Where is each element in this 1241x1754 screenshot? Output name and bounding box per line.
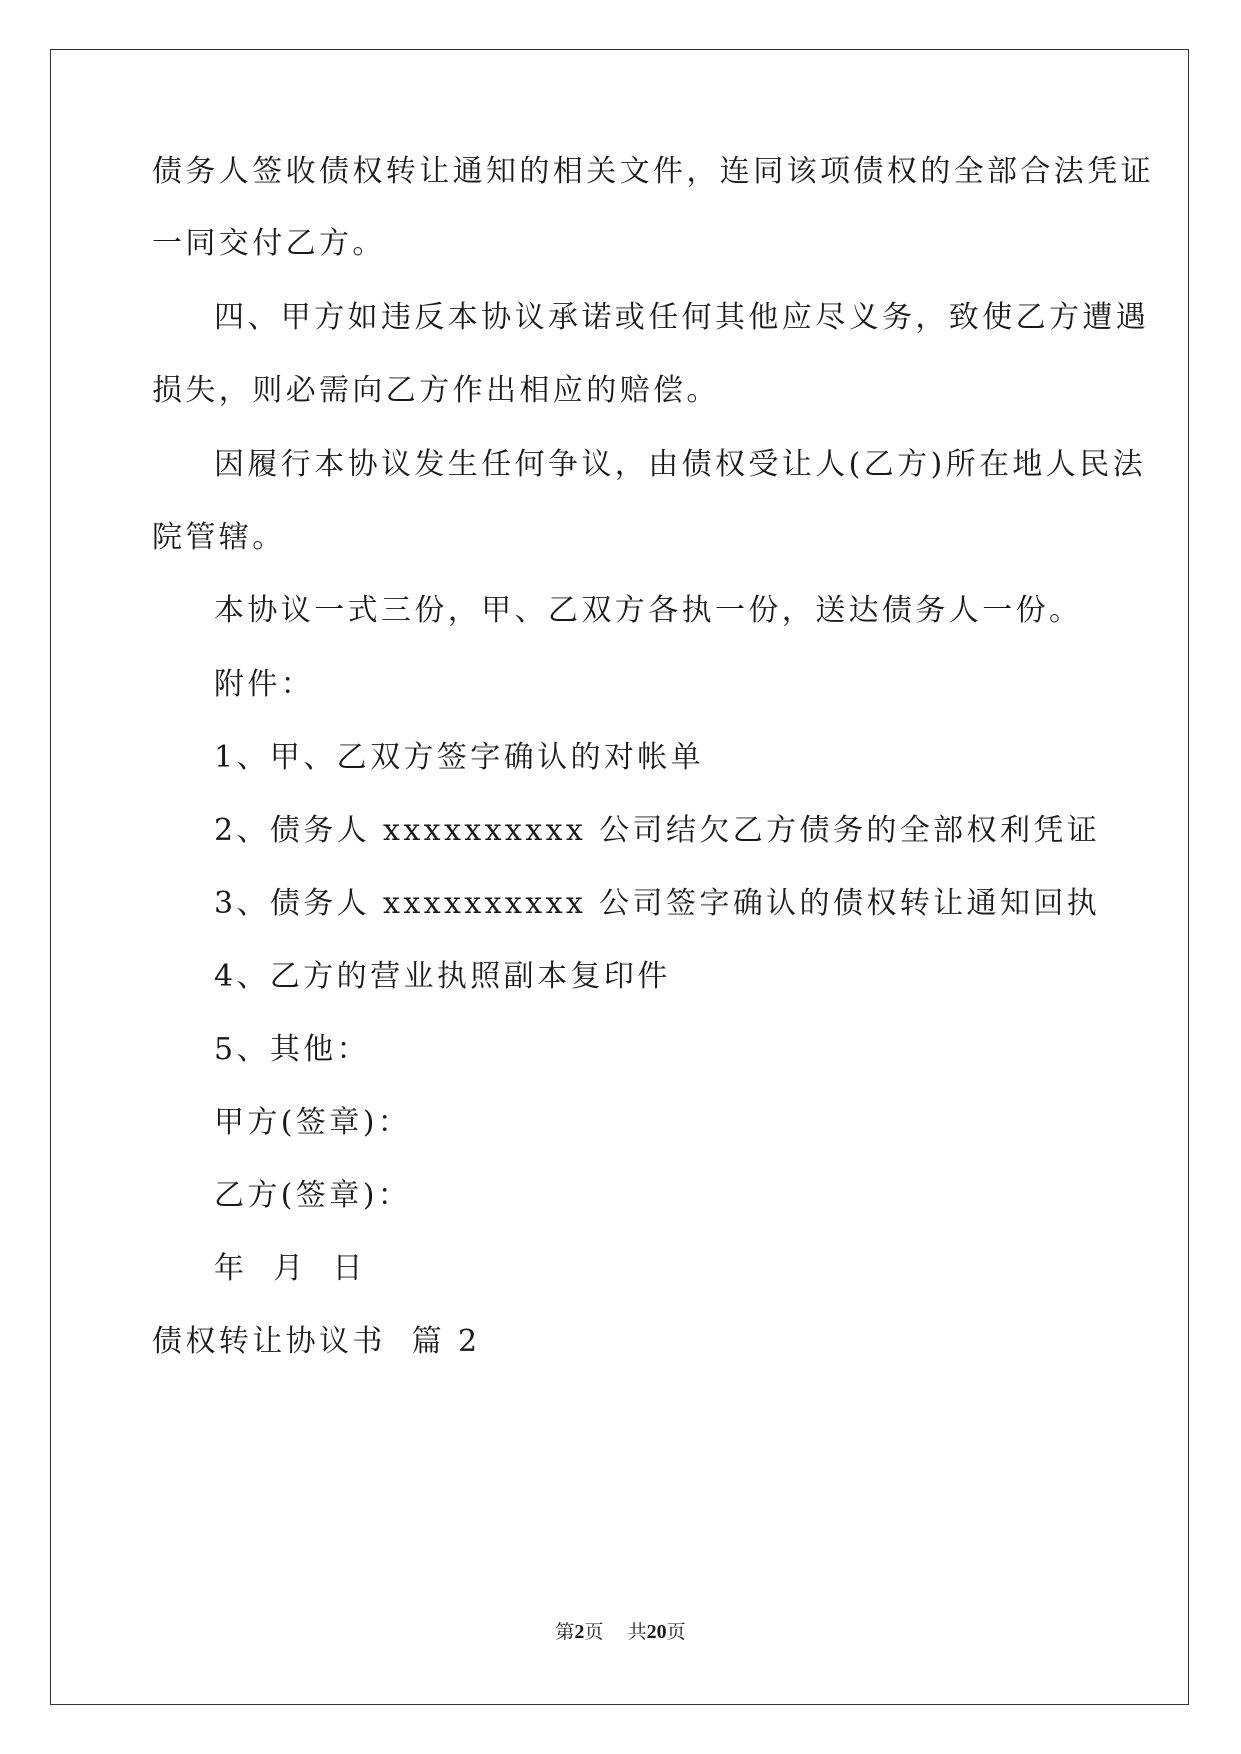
footer-suffix: 页 (666, 1621, 686, 1643)
paragraph-line: 一同交付乙方。 (152, 226, 386, 261)
section-heading: 债权转让协议书 篇 2 (152, 1324, 481, 1359)
page-footer (0, 1620, 1241, 1644)
paragraph-line: 院管辖。 (152, 520, 286, 555)
signature-party-b: 乙方(签章)： (214, 1178, 412, 1213)
footer-page-number: 2 (574, 1621, 585, 1643)
attachment-item: 5、其他： (214, 1032, 371, 1067)
signature-party-a: 甲方(签章)： (214, 1105, 412, 1140)
footer-prefix: 第 (555, 1621, 575, 1643)
paragraph-line: 本协议一式三份，甲、乙双方各执一份，送达债务人一份。 (214, 593, 1083, 628)
footer-total-pages: 20 (646, 1621, 667, 1643)
attachment-item: 2、债务人 xxxxxxxxxx 公司结欠乙方债务的全部权利凭证 (214, 813, 1101, 848)
attachment-item: 4、乙方的营业执照副本复印件 (214, 959, 671, 994)
attachment-item: 3、债务人 xxxxxxxxxx 公司签字确认的债权转让通知回执 (214, 886, 1101, 921)
attachment-item: 1、甲、乙双方签字确认的对帐单 (214, 740, 705, 775)
paragraph-line: 损失，则必需向乙方作出相应的赔偿。 (152, 373, 720, 408)
paragraph-line: 因履行本协议发生任何争议，由债权受让人(乙方)所在地人民法 (214, 447, 1147, 482)
signature-date: 年 月 日 (214, 1251, 366, 1286)
paragraph-line: 债务人签收债权转让通知的相关文件，连同该项债权的全部合法凭证 (152, 154, 1154, 189)
footer-middle: 页 共 (584, 1621, 647, 1643)
attachment-heading: 附件： (214, 667, 315, 702)
paragraph-line: 四、甲方如违反本协议承诺或任何其他应尽义务，致使乙方遭遇 (214, 300, 1150, 335)
